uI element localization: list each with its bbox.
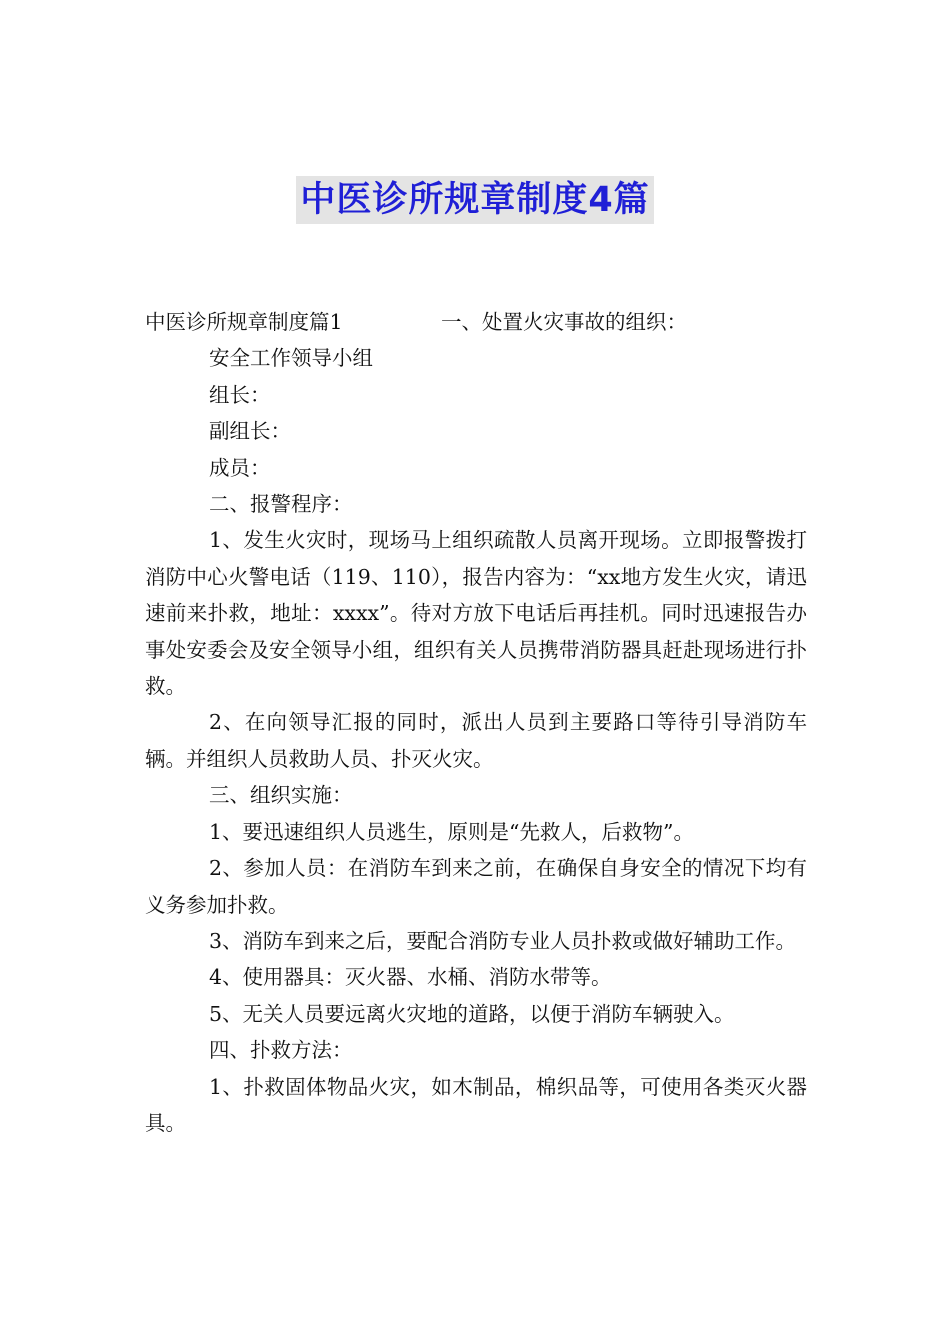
- paragraph: 三、组织实施：: [209, 783, 353, 808]
- paragraph: 安全工作领导小组: [209, 346, 373, 371]
- section-heading: 中医诊所规章制度篇1: [145, 310, 343, 334]
- document-body: [145, 304, 807, 1141]
- document-title: 中医诊所规章制度4篇: [296, 176, 653, 224]
- paragraph: 2、参加人员：在消防车到来之前，在确保自身安全的情况下均有义务参加扑救。: [145, 856, 807, 917]
- first-line: [145, 304, 807, 340]
- paragraph: 成员：: [209, 455, 271, 480]
- subsection-heading: 一、处置火灾事故的组织：: [441, 310, 687, 334]
- paragraph: 2、在向领导汇报的同时，派出人员到主要路口等待引导消防车辆。并组织人员救助人员、扑灭火灾。: [145, 710, 807, 771]
- paragraph: 副组长：: [209, 419, 291, 444]
- paragraph: 1、扑救固体物品火灾，如木制品，棉织品等，可使用各类灭火器具。: [145, 1074, 807, 1135]
- title-container: [0, 176, 950, 224]
- paragraph: 四、扑救方法：: [209, 1038, 353, 1063]
- paragraph: 4、使用器具：灭火器、水桶、消防水带等。: [209, 965, 612, 990]
- paragraph: 组长：: [209, 382, 271, 407]
- paragraph: 3、消防车到来之后，要配合消防专业人员扑救或做好辅助工作。: [209, 928, 797, 953]
- paragraph: 二、报警程序：: [209, 492, 353, 517]
- paragraph: 1、发生火灾时，现场马上组织疏散人员离开现场。立即报警拨打消防中心火警电话（119、110），报告内容为：“xx地方发生火灾，请迅速前来扑救，地址：xxxx”。待对方放下电话后再挂机。同时迅速报告办事处安委会及安全领导小组，组织有关人员携带消防器具赶赴现场进行扑救。: [145, 528, 807, 699]
- paragraph: 1、要迅速组织人员逃生，原则是“先救人，后救物”。: [209, 819, 695, 844]
- paragraph: 5、无关人员要远离火灾地的道路，以便于消防车辆驶入。: [209, 1001, 735, 1026]
